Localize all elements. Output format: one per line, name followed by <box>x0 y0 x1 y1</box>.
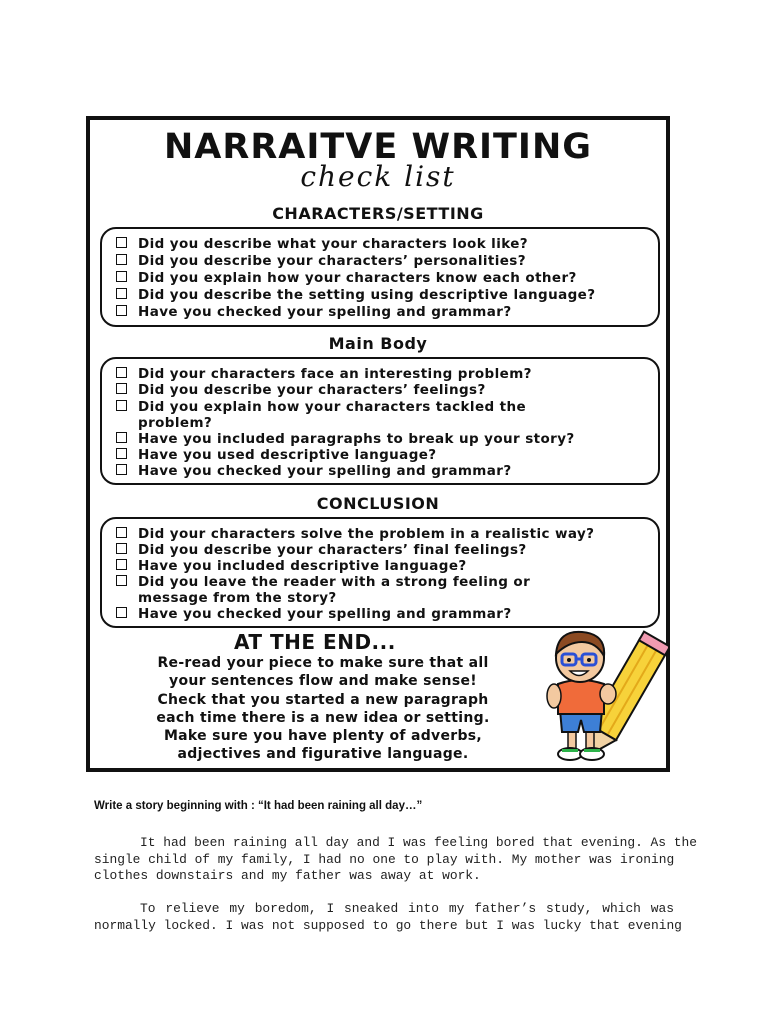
checklist-item-text: Did you explain how your characters know each other? <box>138 270 577 286</box>
at-the-end-text <box>108 654 538 764</box>
story-paragraph-2 <box>94 901 682 934</box>
checklist-item-text: Did you describe your characters’ personalities? <box>138 253 526 269</box>
checklist-item-text: Have you checked your spelling and grammar? <box>138 463 512 479</box>
checkbox[interactable] <box>116 448 127 459</box>
checklist-item-text: Did you describe your characters’ feelings? <box>138 382 486 398</box>
checklist-item <box>116 270 650 286</box>
checklist-item <box>116 236 650 252</box>
checkbox[interactable] <box>116 527 127 538</box>
checkbox[interactable] <box>116 383 127 394</box>
checkbox[interactable] <box>116 237 127 248</box>
checkbox[interactable] <box>116 305 127 316</box>
section-heading-main-body: Main Body <box>328 334 428 353</box>
checkbox[interactable] <box>116 559 127 570</box>
narrative-writing-checklist <box>86 116 670 772</box>
checklist-item-text: Have you included descriptive language? <box>138 558 467 574</box>
checklist-item <box>116 526 650 542</box>
checkbox[interactable] <box>116 575 127 586</box>
checkbox[interactable] <box>116 543 127 554</box>
checklist-item <box>116 253 650 269</box>
checklist-item <box>116 382 650 398</box>
kid-with-pencil-icon <box>538 628 668 768</box>
checklist-item <box>116 399 650 431</box>
story-paragraph-1 <box>94 835 697 885</box>
end-line: adjectives and figurative language. <box>177 746 469 763</box>
checkbox[interactable] <box>116 271 127 282</box>
checklist-item <box>116 574 650 606</box>
checkbox[interactable] <box>116 367 127 378</box>
section-heading-characters-setting: CHARACTERS/SETTING <box>272 204 484 223</box>
checklist-item-text: Did you explain how your characters tackled the problem? <box>138 399 527 431</box>
worksheet-title: NARRAITVE WRITING <box>164 127 592 167</box>
worksheet-subtitle: check list <box>300 160 456 193</box>
checklist-item <box>116 287 650 303</box>
checklist-item-text: Did your characters face an interesting problem? <box>138 366 532 382</box>
checklist-item <box>116 463 650 479</box>
checklist-item-text: Have you checked your spelling and grammar? <box>138 304 512 320</box>
end-line: your sentences flow and make sense! <box>169 673 477 690</box>
section-box-main-body <box>100 357 660 485</box>
checklist-item-text: Did you leave the reader with a strong feeling or message from the story? <box>138 574 531 606</box>
section-box-conclusion <box>100 517 660 628</box>
checklist-item-text: Have you used descriptive language? <box>138 447 437 463</box>
paragraph-line: clothes downstairs and my father was away at work. <box>94 868 481 883</box>
checklist-item-text: Did you describe what your characters look like? <box>138 236 529 252</box>
checklist-item-text: Did your characters solve the problem in a realistic way? <box>138 526 595 542</box>
checkbox[interactable] <box>116 288 127 299</box>
at-the-end-heading: AT THE END... <box>234 630 396 654</box>
checklist-item-text: Have you checked your spelling and grammar? <box>138 606 512 622</box>
checklist-item <box>116 542 650 558</box>
paragraph-line: normally locked. I was not supposed to go there but I was lucky that evening <box>94 917 682 933</box>
checklist-item <box>116 558 650 574</box>
section-box-characters-setting <box>100 227 660 327</box>
checkbox[interactable] <box>116 254 127 265</box>
end-line: each time there is a new idea or setting. <box>156 709 490 726</box>
checkbox[interactable] <box>116 432 127 443</box>
checklist-item <box>116 431 650 447</box>
checklist-item <box>116 304 650 320</box>
checkbox[interactable] <box>116 464 127 475</box>
end-line: Check that you started a new paragraph <box>157 691 489 708</box>
checklist-item-text: Did you describe the setting using descriptive language? <box>138 287 596 303</box>
section-heading-conclusion: CONCLUSION <box>316 494 440 513</box>
end-line: Re-read your piece to make sure that all <box>157 655 489 671</box>
checkbox[interactable] <box>116 400 127 411</box>
checklist-item <box>116 447 650 463</box>
end-line: Make sure you have plenty of adverbs, <box>163 728 483 745</box>
paragraph-line: It had been raining all day and I was feeling bored that evening. As the <box>140 835 697 850</box>
checkbox[interactable] <box>116 607 127 618</box>
story-prompt: Write a story beginning with : “It had been raining all day…” <box>94 800 423 812</box>
checklist-item <box>116 366 650 382</box>
paragraph-line: single child of my family, I had no one to play with. My mother was ironing <box>94 851 675 867</box>
checklist-item-text: Have you included paragraphs to break up your story? <box>138 431 575 447</box>
paragraph-line: To relieve my boredom, I sneaked into my father’s study, which was <box>140 901 674 916</box>
checklist-item-text: Did you describe your characters’ final feelings? <box>138 542 527 558</box>
checklist-item <box>116 606 650 622</box>
